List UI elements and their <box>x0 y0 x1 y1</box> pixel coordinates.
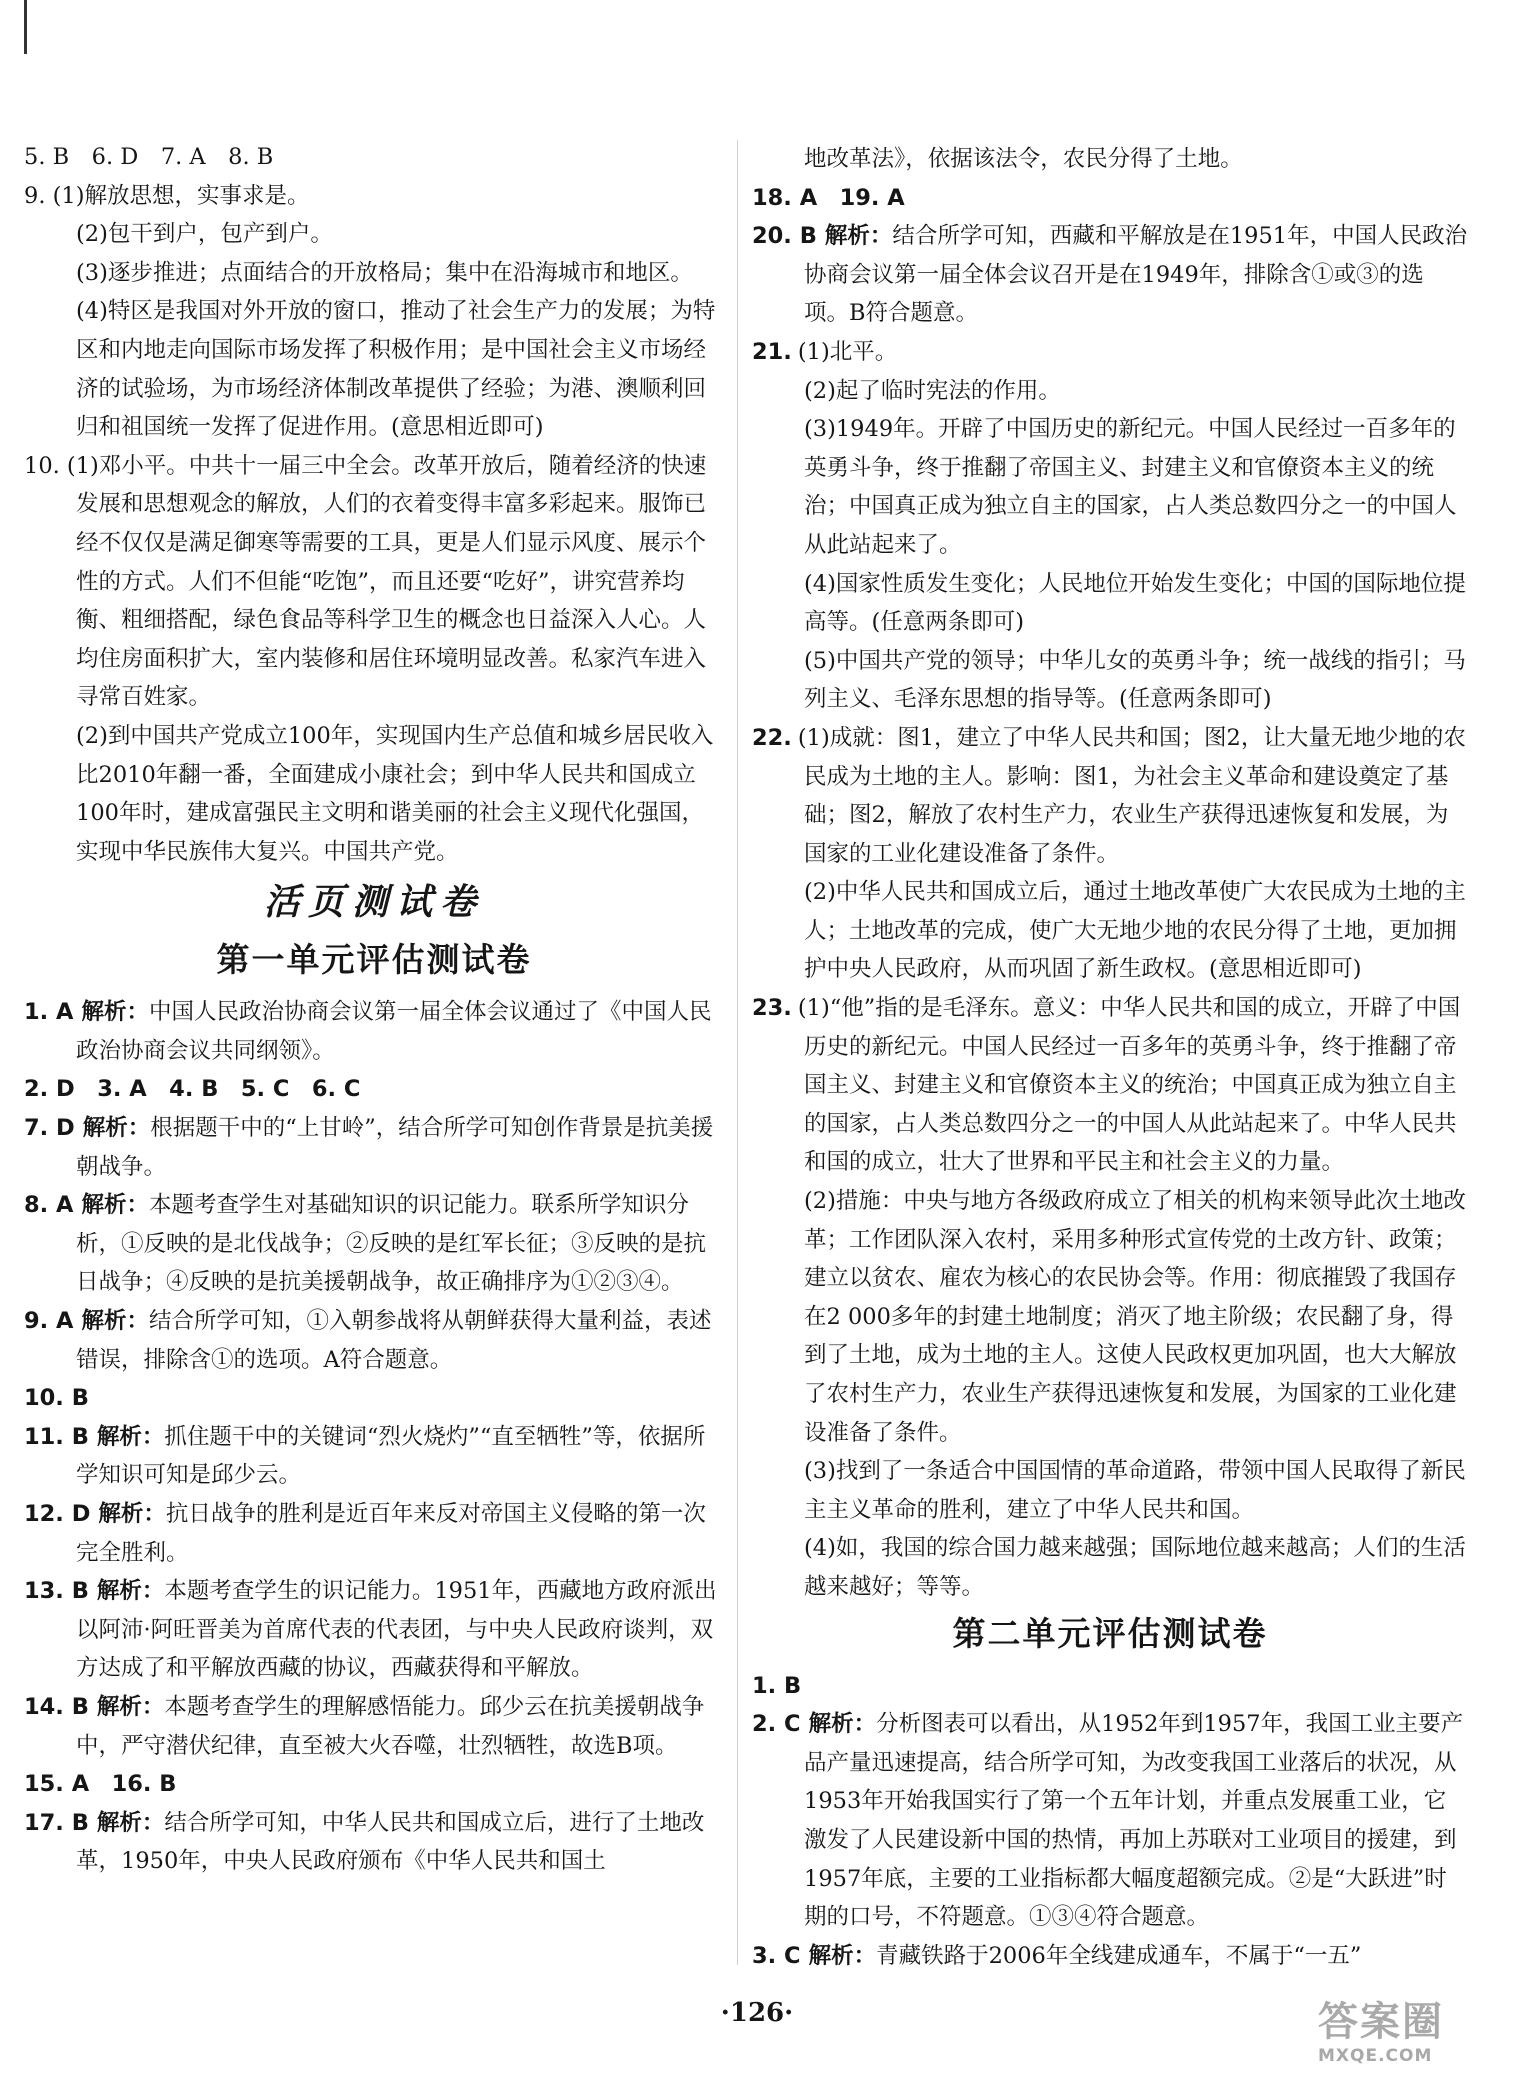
answer-item <box>24 1495 724 1572</box>
unit-2-title: 第二单元评估测试卷 <box>952 1613 1268 1653</box>
answer-number: 8. A <box>24 1192 74 1219</box>
answer-number: 9. A <box>24 1308 74 1335</box>
left-answer-list <box>24 138 724 871</box>
watermark <box>1318 1998 1498 2088</box>
answer-number: 7. D <box>24 1115 75 1142</box>
answer-item <box>752 179 1468 218</box>
answer-text: 本题考查学生的识记能力。1951年，西藏地方政府派出以阿沛·阿旺晋美为首席代表的代表团，与中央人民政府谈判，双方达成了和平解放西藏的协议，西藏获得和平解放。 <box>76 1578 717 1682</box>
answer-number: 22. <box>752 724 792 751</box>
answer-text: 9. (1)解放思想，实事求是。 <box>24 182 310 209</box>
answer-text: (3)找到了一条适合中国国情的革命道路，带领中国人民取得了新民主主义革命的胜利，建立了中华人民共和国。 <box>804 1458 1466 1523</box>
right-column <box>752 140 1468 1975</box>
answer-text: 5. B 6. D 7. A 8. B <box>24 144 274 170</box>
analysis-label: 解析： <box>98 1501 166 1527</box>
answer-text: 根据题干中的“上甘岭”，结合所学可知创作背景是抗美援朝战争。 <box>76 1115 714 1180</box>
answer-item <box>24 138 724 177</box>
answer-item <box>24 177 724 216</box>
analysis-label: 解析： <box>81 1308 149 1335</box>
answer-item <box>752 989 1468 1182</box>
analysis-label: 解析： <box>96 1693 165 1720</box>
answer-text: (1)北平。 <box>797 338 898 365</box>
answer-item <box>752 1529 1468 1606</box>
answer-text: (5)中国共产党的领导；中华儿女的英勇斗争；统一战线的指引；马列主义、毛泽东思想的指导等。(任意两条即可) <box>804 647 1466 713</box>
answer-number: 10. B <box>24 1385 89 1412</box>
watermark-url: MXQE.COM <box>1318 2046 1433 2066</box>
answer-item <box>24 993 724 1070</box>
answer-text: (4)特区是我国对外开放的窗口，推动了社会生产力的发展；为特区和内地走向国际市场发挥了积极作用；是中国社会主义市场经济的试验场，为市场经济体制改革提供了经验；为港、澳顺利回归和祖国统一发挥了促进作用。(意思相近即可) <box>76 298 716 441</box>
answer-item <box>24 1688 724 1765</box>
answer-number: 3. C <box>752 1942 801 1969</box>
analysis-label: 解析： <box>808 1711 877 1738</box>
answer-item <box>752 333 1468 372</box>
answer-text: (1)“他”指的是毛泽东。意义：中华人民共和国的成立，开辟了中国历史的新纪元。中国人民经过一百多年的英勇斗争，终于推翻了帝国主义、封建主义和官僚资本主义的统治；中国真正成为独立自主的国家，占人类总数四分之一的中国人从此站起来了。中华人民共和国的成立，壮大了世界和平民主和社会主义的力量。 <box>797 995 1461 1176</box>
analysis-label: 解析： <box>96 1578 165 1605</box>
answer-number: 1. A <box>24 999 74 1026</box>
answer-text: (3)逐步推进；点面结合的开放格局；集中在沿海城市和地区。 <box>76 259 693 286</box>
answer-item <box>24 1186 724 1302</box>
answer-item <box>752 1452 1468 1529</box>
answer-item <box>24 1804 724 1881</box>
answer-text: 本题考查学生对基础知识的识记能力。联系所学知识分析，①反映的是北伐战争；②反映的是红军长征；③反映的是抗日战争；④反映的是抗美援朝战争，故正确排序为①②③④。 <box>76 1192 707 1296</box>
answer-item <box>752 140 1468 179</box>
answer-text: (2)起了临时宪法的作用。 <box>804 377 1061 404</box>
answer-item <box>752 217 1468 333</box>
answer-number: 12. D <box>24 1501 91 1527</box>
answer-item <box>752 719 1468 873</box>
answer-number: 23. <box>752 995 792 1022</box>
answer-text: 分析图表可以看出，从1952年到1957年，我国工业主要产品产量迅速提高，结合所学可知，为改变我国工业落后的状况，从1953年开始我国实行了第一个五年计划，并重点发展重工业，它激发了人民建设新中国的热情，再加上苏联对工业项目的援建，到1957年底，主要的工业指标都大幅度超额完成。②是“大跃进”时期的口号，不符题意。①③④符合题意。 <box>804 1711 1464 1931</box>
analysis-label: 解析： <box>824 223 893 250</box>
analysis-label: 解析： <box>96 1809 165 1836</box>
answer-item <box>752 1182 1468 1452</box>
answer-item <box>24 215 724 254</box>
answer-text: 中国人民政治协商会议第一届全体会议通过了《中国人民政治协商会议共同纲领》。 <box>76 999 712 1064</box>
answer-item <box>24 292 724 446</box>
answer-item <box>24 1572 724 1688</box>
answer-item <box>24 1418 724 1495</box>
answer-item <box>752 1705 1468 1937</box>
answer-item <box>752 642 1468 719</box>
answer-number: 18. A 19. A <box>752 184 905 211</box>
answer-item <box>24 1070 724 1109</box>
answer-number: 2. C <box>752 1711 801 1738</box>
column-divider <box>737 140 738 1965</box>
answer-text: 抗日战争的胜利是近百年来反对帝国主义侵略的第一次完全胜利。 <box>76 1501 706 1566</box>
answer-text: (2)中华人民共和国成立后，通过土地改革使广大农民成为土地的主人；土地改革的完成，使广大无地少地的农民分得了土地，更加拥护中央人民政府，从而巩固了新生政权。(意思相近即可) <box>804 879 1466 983</box>
answer-number: 17. B <box>24 1809 89 1836</box>
answer-text: (4)国家性质发生变化；人民地位开始发生变化；中国的国际地位提高等。(任意两条即可) <box>804 570 1466 636</box>
unit-1-answer-list <box>24 993 724 1881</box>
answer-text: 地改革法》，依据该法令，农民分得了土地。 <box>804 146 1243 172</box>
answer-item <box>752 565 1468 642</box>
answer-number: 20. B <box>752 223 817 250</box>
answer-item <box>24 1109 724 1186</box>
answer-number: 15. A 16. B <box>24 1771 177 1798</box>
answer-text: 结合所学可知，西藏和平解放是在1951年，中国人民政治协商会议第一届全体会议召开是在1949年，排除含①或③的选项。B符合题意。 <box>804 223 1468 327</box>
unit-2-answer-list <box>752 1667 1468 1976</box>
answer-text: 抓住题干中的关键词“烈火烧灼”“直至牺牲”等，依据所学知识可知是邱少云。 <box>76 1423 706 1489</box>
answer-text: 结合所学可知，中华人民共和国成立后，进行了土地改革，1950年，中央人民政府颁布《中华人民共和国土 <box>76 1809 705 1875</box>
answer-text: (2)包干到户，包产到户。 <box>76 221 333 248</box>
answer-item <box>24 1379 724 1418</box>
answer-text: (3)1949年。开辟了中国历史的新纪元。中国人民经过一百多年的英勇斗争，终于推翻了帝国主义、封建主义和官僚资本主义的统治；中国真正成为独立自主的国家，占人类总数四分之一的中国人从此站起来了。 <box>804 416 1457 558</box>
page-number: ·126· <box>720 1998 794 2028</box>
answer-number: 2. D 3. A 4. B 5. C 6. C <box>24 1076 361 1103</box>
left-column <box>24 138 724 1881</box>
answer-number: 11. B <box>24 1423 89 1450</box>
answer-item <box>752 1667 1468 1706</box>
answer-text: (1)成就：图1，建立了中华人民共和国；图2，让大量无地少地的农民成为土地的主人。影响：图1，为社会主义革命和建设奠定了基础；图2，解放了农村生产力，农业生产获得迅速恢复和发展，为国家的工业化建设准备了条件。 <box>797 724 1466 867</box>
answer-number: 1. B <box>752 1672 802 1699</box>
answer-text: 本题考查学生的理解感悟能力。邱少云在抗美援朝战争中，严守潜伏纪律，直至被大火吞噬，壮烈牺牲，故选B项。 <box>76 1693 705 1759</box>
answer-number: 14. B <box>24 1693 89 1720</box>
answer-item <box>752 372 1468 411</box>
answer-item <box>24 1302 724 1379</box>
answer-item <box>752 1937 1468 1976</box>
answer-text: (2)到中国共产党成立100年，实现国内生产总值和城乡居民收入比2010年翻一番，全面建成小康社会；到中华人民共和国成立100年时，建成富强民主文明和谐美丽的社会主义现代化强国，实现中华民族伟大复兴。中国共产党。 <box>76 722 714 865</box>
answer-text: (4)如，我国的综合国力越来越强；国际地位越来越高；人们的生活越来越好；等等。 <box>804 1535 1466 1600</box>
unit-1-title: 第一单元评估测试卷 <box>216 940 532 980</box>
answer-number: 21. <box>752 338 792 365</box>
analysis-label: 解析： <box>808 1942 877 1969</box>
answer-item <box>24 254 724 293</box>
analysis-label: 解析： <box>81 1192 149 1219</box>
binding-edge-mark <box>24 0 27 54</box>
answer-item <box>24 717 724 871</box>
analysis-label: 解析： <box>82 1115 151 1142</box>
answer-item <box>752 873 1468 989</box>
answer-item <box>24 1765 724 1804</box>
answer-item <box>24 447 724 717</box>
answer-text: (2)措施：中央与地方各级政府成立了相关的机构来领导此次土地改革；工作团队深入农村，采用多种形式宣传党的土改方针、政策；建立以贫农、雇农为核心的农民协会等。作用：彻底摧毁了我国存在2 000多年的封建土地制度；消灭了地主阶级；农民翻了身，得到了土地，成为土地的主人。这使人民政权更加巩固，也大大解放了农村生产力，农业生产获得迅速恢复和发展，为国家的工业化建设准备了条件。 <box>804 1188 1466 1446</box>
analysis-label: 解析： <box>81 999 149 1026</box>
answer-text: 结合所学可知，①入朝参战将从朝鲜获得大量利益，表述错误，排除含①的选项。A符合题意。 <box>76 1308 712 1373</box>
answer-text: 10. (1)邓小平。中共十一届三中全会。改革开放后，随着经济的快速发展和思想观念的解放，人们的衣着变得丰富多彩起来。服饰已经不仅仅是满足御寒等需要的工具，更是人们显示风度、展示个性的方式。人们不但能“吃饱”，而且还要“吃好”，讲究营养均衡、粗细搭配，绿色食品等科学卫生的概念也日益深入人心。人均住房面积扩大，室内装修和居住环境明显改善。私家汽车进入寻常百姓家。 <box>24 452 707 711</box>
answer-item <box>752 410 1468 564</box>
answer-number: 13. B <box>24 1578 89 1605</box>
analysis-label: 解析： <box>96 1423 165 1450</box>
watermark-logo: 答案圈 <box>1318 1999 1444 2045</box>
answer-text: 青藏铁路于2006年全线建成通车，不属于“一五” <box>876 1942 1362 1969</box>
right-answer-list <box>752 140 1468 1607</box>
section-title: 活页测试卷 <box>263 881 484 924</box>
